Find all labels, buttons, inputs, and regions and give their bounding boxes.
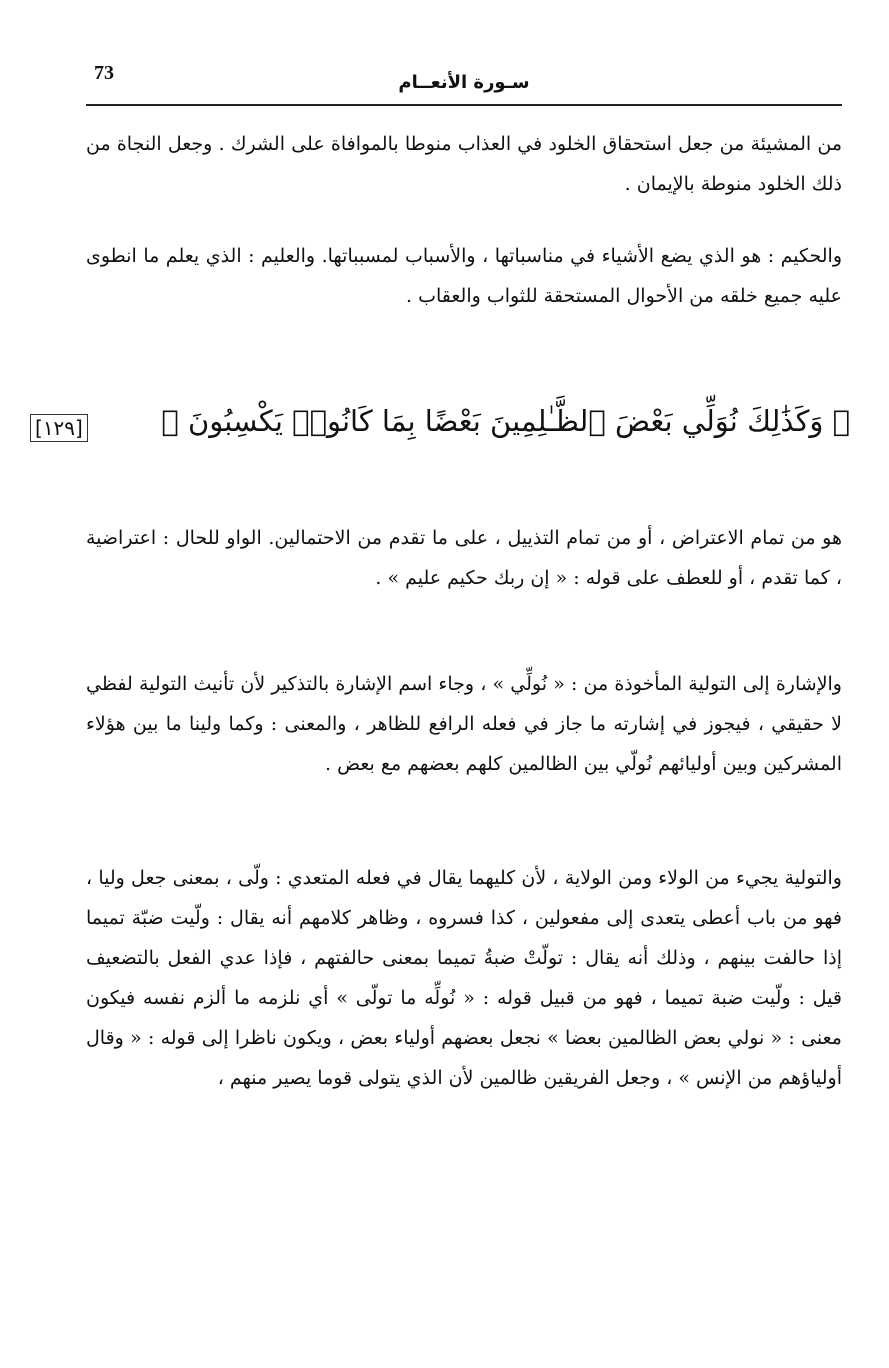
paragraph-1: من المشيئة من جعل استحقاق الخلود في العذاب منوطا بالموافاة على الشرك . وجعل النجاة من ذلك الخلود منوطة بالإيمان . [86, 133, 842, 195]
paragraph-2: والحكيم : هو الذي يضع الأشياء في مناسباتها ، والأسباب لمسبباتها. والعليم : الذي يعلم ما انطوى عليه جميع خلقه من الأحوال المستحقة للثواب والعقاب . [86, 245, 842, 307]
paragraph-3: هو من تمام الاعتراض ، أو من تمام التذييل ، على ما تقدم من الاحتمالين. الواو للحال : اعتراضية ، كما تقدم ، أو للعطف على قوله : « إن ربك حكيم عليم » . [86, 527, 842, 589]
page-number: 73 [94, 62, 114, 84]
verse-number: [١٢٩] [30, 414, 88, 442]
quran-verse [30, 398, 850, 464]
paragraph-4: والإشارة إلى التولية المأخوذة من : « نُولِّي » ، وجاء اسم الإشارة بالتذكير لأن تأنيث التولية لفظي لا حقيقي ، فيجوز في إشارته ما جاز في فعله الرافع للظاهر ، والمعنى : وكما ولينا ما بين هؤلاء المشركين وبين أوليائهم نُولّي بين الظالمين كلهم بعضهم مع بعض . [86, 673, 842, 775]
verse-text: ﴿ وَكَذَٰلِكَ نُوَلِّي بَعْضَ ٱلظَّـٰلِمِينَ بَعْضًا بِمَا كَانُوا۟ يَكْسِبُونَ ﴾ [161, 404, 850, 438]
paragraph-5: والتولية يجيء من الولاء ومن الولاية ، لأن كليهما يقال في فعله المتعدي : ولّى ، بمعنى جعل وليا ، فهو من باب أعطى يتعدى إلى مفعولين ، كذا فسروه ، وظاهر كلامهم أنه يقال : ولّيت ضبّة تميما إذا حالفت بينهم ، وذلك أنه يقال : تولّتْ ضبةُ تميما بمعنى حالفتهم ، فإذا عدي الفعل بالتضعيف قيل : ولّيت ضبة تميما ، فهو من قبيل قوله : « نُولِّه ما تولّى » أي نلزمه ما ألزم نفسه فيكون معنى : « نولي بعض الظالمين بعضا » نجعل بعضهم أولياء بعض ، ويكون ناظرا إلى قوله : « وقال أولياؤهم من الإنس » ، وجعل الفريقين ظالمين لأن الذي يتولى قوما يصير منهم ، [86, 867, 842, 1089]
surah-title: سـورة الأنعــام [398, 72, 530, 93]
page-header [86, 60, 842, 106]
